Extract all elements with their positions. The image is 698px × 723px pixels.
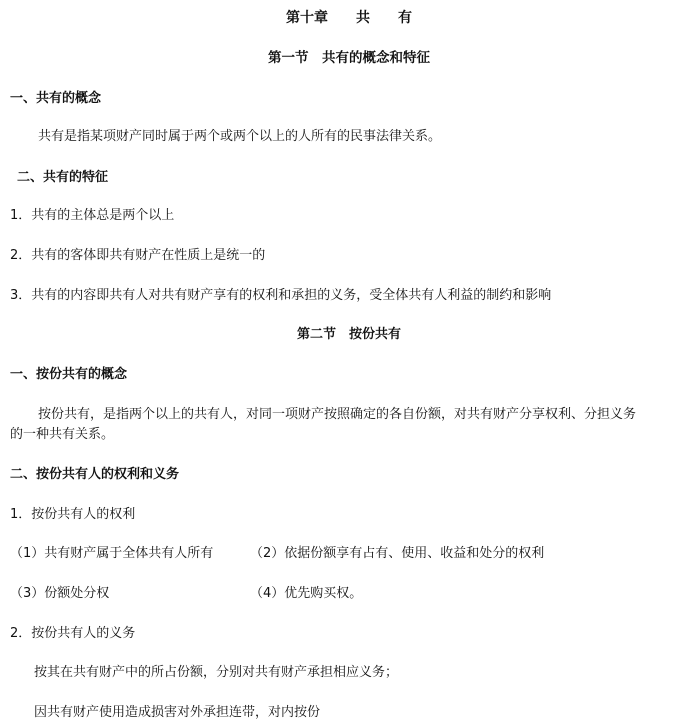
section-2-paragraph-line-2: 的一种共有关系。 <box>10 427 115 442</box>
chapter-word-1: 共 <box>356 10 370 26</box>
chapter-number: 第十章 <box>286 10 328 26</box>
rights-item: （1）共有财产属于全体共有人所有 <box>10 546 214 561</box>
duties-title: 2．按份共有人的义务 <box>10 626 136 641</box>
duties-item: 按其在共有财产中的所占份额，分别对共有财产承担相应义务； <box>34 665 399 680</box>
rights-title: 1．按份共有人的权利 <box>10 507 136 522</box>
section-2-paragraph-line-1: 按份共有，是指两个以上的共有人，对同一项财产按照确定的各自份额，对共有财产分享权利、分担义务 <box>38 407 637 422</box>
chapter-word-2: 有 <box>398 10 412 26</box>
section-1-heading-concept: 一、共有的概念 <box>10 91 102 106</box>
feature-item: 3．共有的内容即共有人对共有财产享有的权利和承担的义务，受全体共有人利益的制约和影响 <box>10 288 552 303</box>
duties-item: 因共有财产使用造成损害对外承担连带，对内按份 <box>34 705 321 720</box>
section-2-heading-rights-duties: 二、按份共有人的权利和义务 <box>10 467 180 482</box>
chapter-title <box>0 9 698 27</box>
rights-item: （3）份额处分权 <box>10 586 110 601</box>
section-1-heading-features: 二、共有的特征 <box>17 170 109 185</box>
section-1-paragraph-concept: 共有是指某项财产同时属于两个或两个以上的人所有的民事法律关系。 <box>38 129 442 144</box>
section-1-title: 第一节 共有的概念和特征 <box>268 50 430 66</box>
feature-item: 2．共有的客体即共有财产在性质上是统一的 <box>10 248 266 263</box>
rights-item: （4）优先购买权。 <box>250 586 363 601</box>
section-2-heading-concept: 一、按份共有的概念 <box>10 367 128 382</box>
rights-item: （2）依据份额享有占有、使用、收益和处分的权利 <box>250 546 545 561</box>
section-2-title: 第二节 按份共有 <box>296 327 401 342</box>
feature-item: 1．共有的主体总是两个以上 <box>10 208 175 223</box>
